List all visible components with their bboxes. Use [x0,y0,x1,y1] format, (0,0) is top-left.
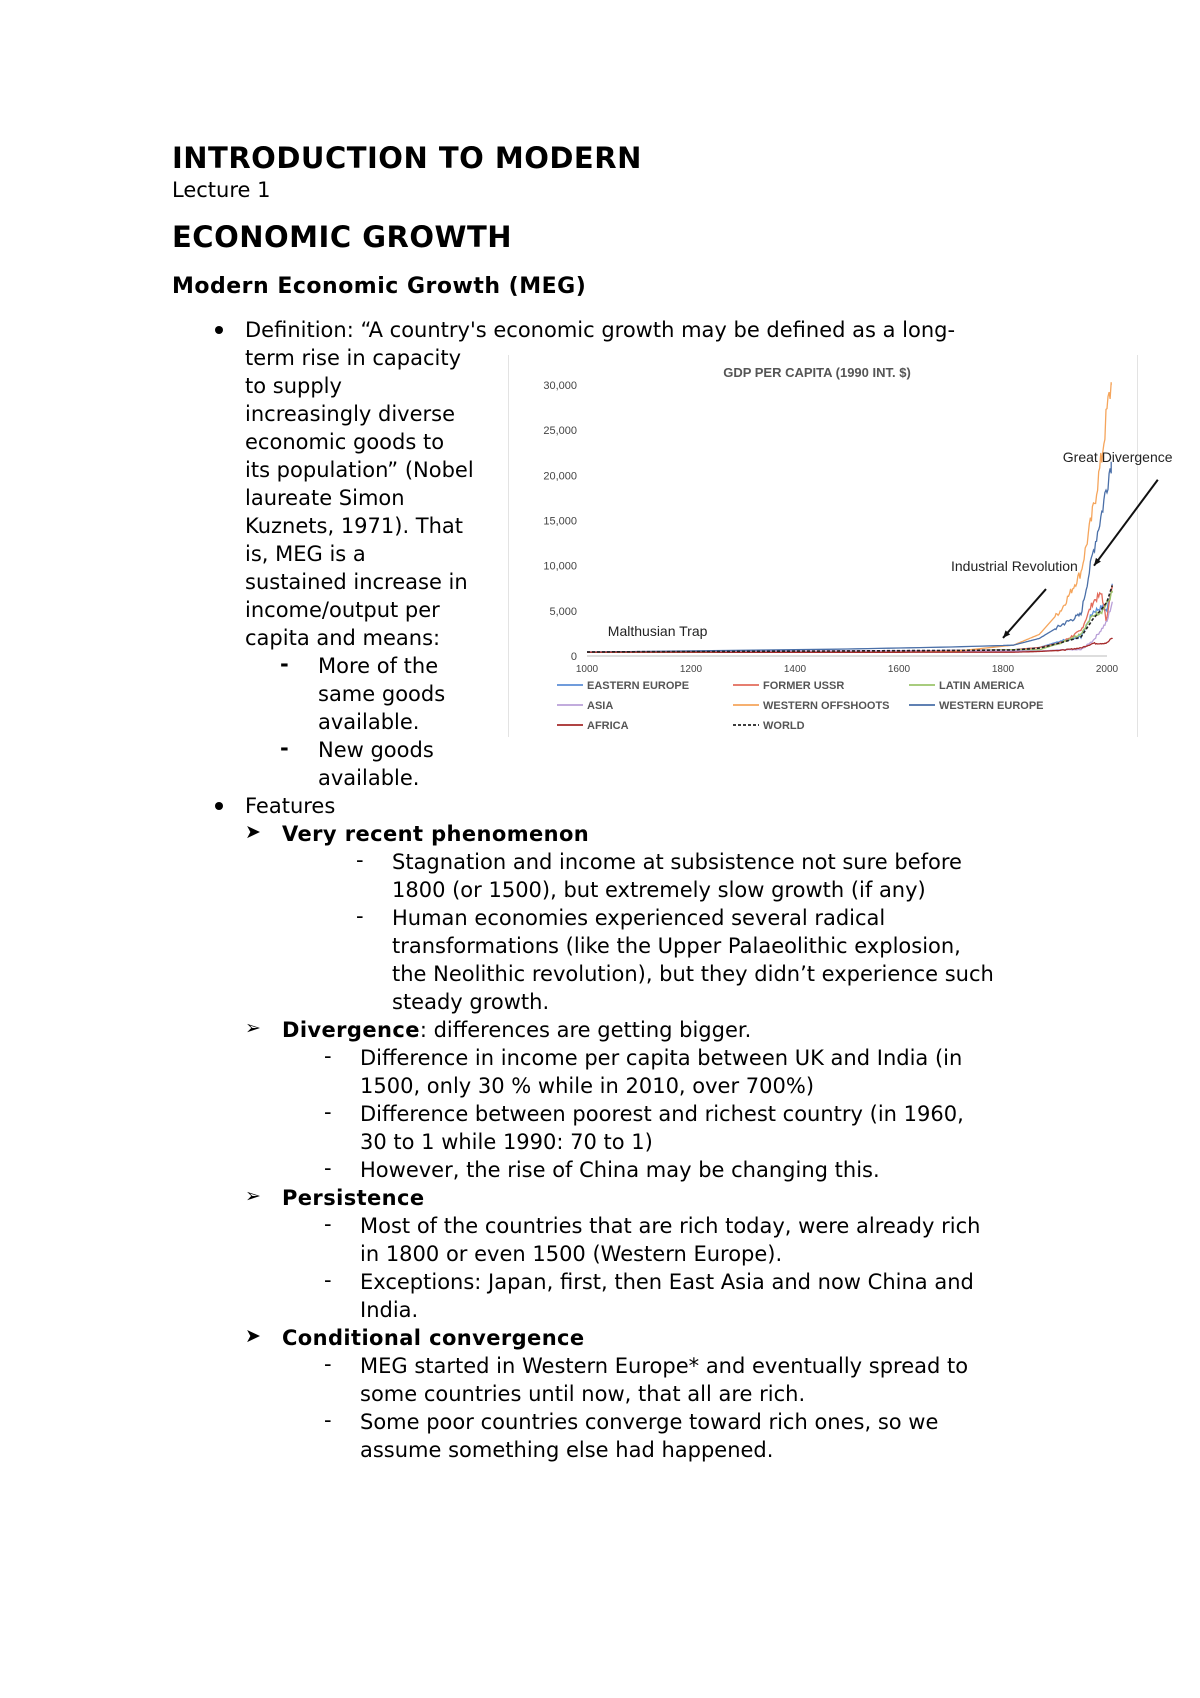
x-tick-label: 1200 [679,664,703,675]
y-tick-label: 5,000 [549,605,577,618]
bullet-dot-definition [215,326,223,334]
chart-annotation: Great Divergence [1062,448,1173,465]
definition-line: is, MEG is a [245,542,366,566]
item-dash: - [324,1408,332,1432]
item-dash: - [324,1156,332,1180]
item-dash: - [324,1044,332,1068]
item-line: Human economies experienced several radical [392,906,886,930]
definition-line: income/output per [245,598,440,622]
chart-annotation: Malthusian Trap [607,623,708,640]
x-tick-label: 1800 [991,664,1015,675]
series-line [587,592,1112,653]
gdp-chart [508,355,1173,737]
item-line: Exceptions: Japan, first, then East Asia and now China and [360,1270,974,1294]
item-line: transformations (like the Upper Palaeolithic explosion, [392,934,961,958]
feature-heading [282,820,589,848]
y-tick-label: 15,000 [543,515,577,528]
feature-title: Conditional convergence [282,1326,585,1350]
sub-item-line: New goods [318,738,434,762]
item-line: the Neolithic revolution), but they didn’t experience such [392,962,994,986]
gdp-chart-svg [509,355,1173,737]
definition-line: sustained increase in [245,570,468,594]
section-heading: Modern Economic Growth (MEG) [172,274,587,299]
item-line: India. [360,1298,419,1322]
chart-annotation: Industrial Revolution [951,558,1078,575]
item-line: Some poor countries converge toward rich ones, so we [360,1410,939,1434]
feature-title: Very recent phenomenon [282,822,590,846]
definition-line: Definition: “A country's economic growth may be defined as a long- [245,318,956,342]
sub-item-marker: - [280,652,290,676]
item-line: However, the rise of China may be changing this. [360,1158,880,1182]
item-line: Difference in income per capita between UK and India (in [360,1046,963,1070]
title-line-2: ECONOMIC GROWTH [172,220,513,254]
sub-item-line: same goods [318,682,446,706]
legend-label: WESTERN EUROPE [939,700,1044,712]
arrow-bullet-icon: ➢ [245,1017,261,1039]
definition-line: economic goods to [245,430,445,454]
sub-item-line: available. [318,710,420,734]
feature-title: Divergence [282,1018,420,1042]
series-line [587,382,1111,652]
annotation-arrow-line [1094,480,1158,566]
item-line: in 1800 or even 1500 (Western Europe). [360,1242,783,1266]
item-line: MEG started in Western Europe* and eventually spread to [360,1354,969,1378]
lecture-label: Lecture 1 [172,178,271,202]
feature-heading [282,1324,585,1352]
item-dash: - [324,1212,332,1236]
definition-line: term rise in capacity [245,346,462,370]
annotation-arrow-line [1003,589,1046,638]
item-dash: - [324,1352,332,1376]
y-tick-label: 25,000 [543,425,577,438]
x-tick-label: 1400 [783,664,807,675]
sub-item-line: More of the [318,654,439,678]
legend-label: WESTERN OFFSHOOTS [763,700,890,712]
legend-label: WORLD [763,720,805,732]
definition-line: its population” (Nobel [245,458,474,482]
item-line: steady growth. [392,990,550,1014]
sub-item-line: available. [318,766,420,790]
features-label: Features [245,794,336,818]
item-dash: - [324,1268,332,1292]
series-line [587,586,1112,652]
y-tick-label: 20,000 [543,470,577,483]
definition-line: capita and means: [245,626,441,650]
legend-label: FORMER USSR [763,680,845,692]
feature-title: Persistence [282,1186,425,1210]
definition-line: increasingly diverse [245,402,456,426]
item-line: assume something else had happened. [360,1438,774,1462]
item-line: 1800 (or 1500), but extremely slow growth (if any) [392,878,926,902]
arrow-bullet-icon: ➤ [245,1325,261,1347]
arrow-bullet-icon: ➢ [245,1185,261,1207]
x-tick-label: 1600 [887,664,911,675]
title-line-1: INTRODUCTION TO MODERN [172,141,642,175]
x-tick-label: 1000 [575,664,599,675]
feature-heading [282,1184,425,1212]
item-line: 1500, only 30 % while in 2010, over 700%) [360,1074,815,1098]
chart-title: GDP PER CAPITA (1990 INT. $) [723,365,911,380]
definition-line: laureate Simon [245,486,405,510]
item-line: Difference between poorest and richest country (in 1960, [360,1102,964,1126]
definition-line: to supply [245,374,342,398]
y-tick-label: 10,000 [543,560,577,573]
y-tick-label: 0 [570,651,577,663]
x-tick-label: 2000 [1095,664,1119,675]
feature-rest: : differences are getting bigger. [419,1018,752,1042]
legend-label: EASTERN EUROPE [587,680,690,692]
item-dash: - [324,1100,332,1124]
sub-item-marker: - [280,736,290,760]
bullet-dot-features [215,802,223,810]
item-line: some countries until now, that all are rich. [360,1382,806,1406]
legend-label: ASIA [587,700,614,712]
legend-label: LATIN AMERICA [939,680,1025,692]
item-line: 30 to 1 while 1990: 70 to 1) [360,1130,653,1154]
series-line [587,584,1112,653]
arrow-bullet-icon: ➤ [245,821,261,843]
legend-label: AFRICA [587,720,629,732]
series-line [587,585,1112,652]
feature-heading [282,1016,751,1044]
item-dash: - [356,848,364,872]
item-line: Most of the countries that are rich today, were already rich [360,1214,981,1238]
definition-line: Kuznets, 1971). That [245,514,464,538]
y-tick-label: 30,000 [543,380,577,392]
item-dash: - [356,904,364,928]
item-line: Stagnation and income at subsistence not sure before [392,850,962,874]
